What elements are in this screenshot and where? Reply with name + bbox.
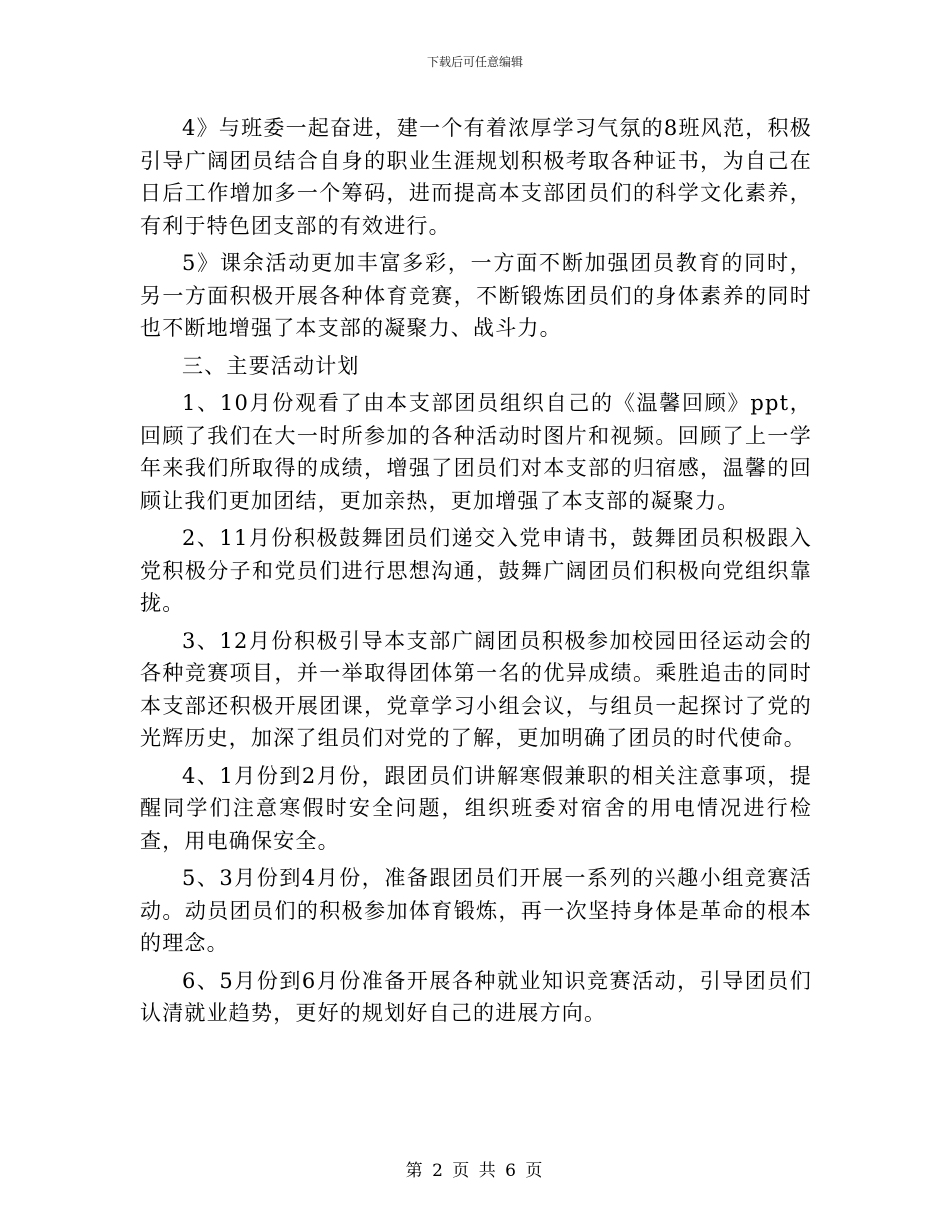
paragraph-plan-3: 3、12月份积极引导本支部广阔团员积极参加校园田径运动会的各种竞赛项目，并一举取得团体第一名的优异成绩。乘胜追击的同时本支部还积极开展团课，党章学习小组会议，与组员一起探讨了党的光辉历史，加深了组员们对党的了解，更加明确了团员的时代使命。	[140, 628, 812, 750]
section-heading-activity-plan: 三、主要活动计划	[182, 353, 360, 378]
paragraph-plan-4: 4、1月份到2月份，跟团员们讲解寒假兼职的相关注意事项，提醒同学们注意寒假时安全问题，组织班委对宿舍的用电情况进行检查，用电确保安全。	[140, 763, 812, 853]
page-header: 下载后可任意编辑	[426, 55, 523, 69]
page-number: 第 2 页 共 6 页	[405, 1161, 545, 1181]
paragraph-plan-1: 1、10月份观看了由本支部团员组织自己的《温馨回顾》ppt，回顾了我们在大一时所参加的各种活动时图片和视频。回顾了上一学年来我们所取得的成绩，增强了团员们对本支部的归宿感，温馨的回顾让我们更加团结，更加亲热，更加增强了本支部的凝聚力。	[140, 391, 812, 513]
paragraph-goal-5: 5》课余活动更加丰富多彩，一方面不断加强团员教育的同时，另一方面积极开展各种体育竞赛，不断锻炼团员们的身体素养的同时也不断地增强了本支部的凝聚力、战斗力。	[140, 251, 812, 340]
document-body	[140, 112, 812, 1035]
paragraph-goal-4: 4》与班委一起奋进，建一个有着浓厚学习气氛的8班风范，积极引导广阔团员结合自身的职业生涯规划积极考取各种证书，为自己在日后工作增加多一个筹码，进而提高本支部团员们的科学文化素养，有利于特色团支部的有效进行。	[140, 116, 812, 238]
paragraph-plan-5: 5、3月份到4月份，准备跟团员们开展一系列的兴趣小组竞赛活动。动员团员们的积极参加体育锻炼，再一次坚持身体是革命的根本的理念。	[140, 866, 812, 955]
paragraph-plan-6: 6、5月份到6月份准备开展各种就业知识竞赛活动，引导团员们认清就业趋势，更好的规划好自己的进展方向。	[140, 968, 812, 1025]
paragraph-plan-2: 2、11月份积极鼓舞团员们递交入党申请书，鼓舞团员积极跟入党积极分子和党员们进行思想沟通，鼓舞广阔团员们积极向党组织靠拢。	[140, 526, 812, 615]
